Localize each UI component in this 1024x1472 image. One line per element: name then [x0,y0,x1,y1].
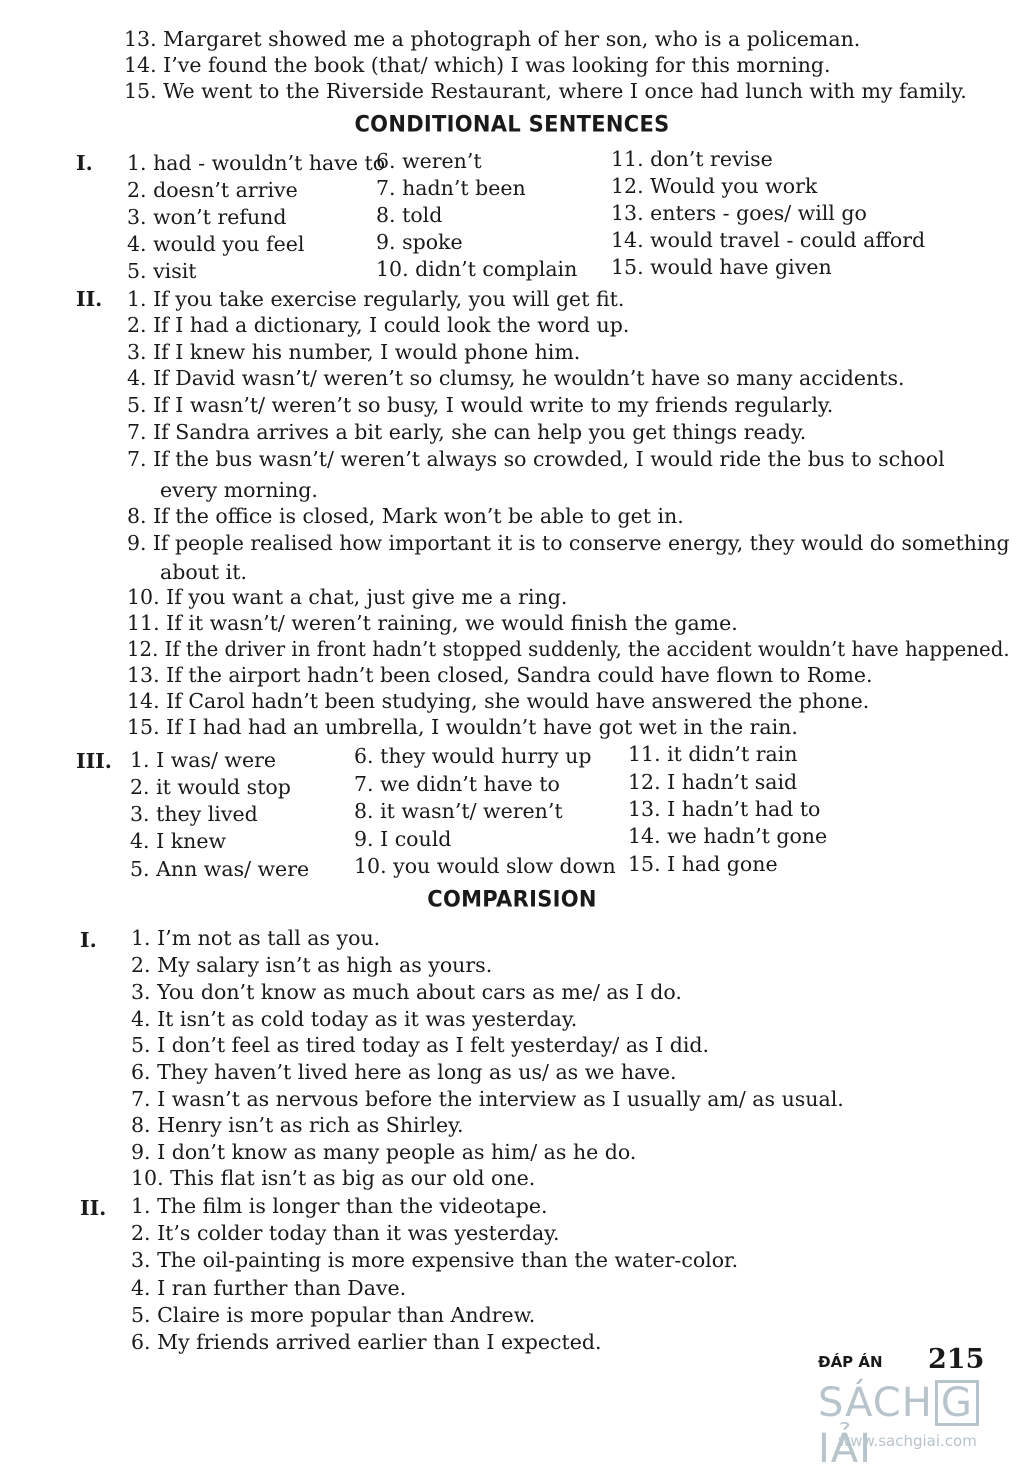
answer-line: 6. They haven’t lived here as long as us/ as we have. [131,1060,677,1084]
answer-line: 4. I ran further than Dave. [131,1276,407,1300]
answer-cell: 11. it didn’t rain [628,742,798,766]
answer-cell: 10. you would slow down [354,854,616,878]
answer-line-continued: every morning. [160,478,318,502]
answer-line: 4. It isn’t as cold today as it was yesterday. [131,1007,578,1031]
answer-cell: 14. we hadn’t gone [628,824,828,848]
answer-line: 4. If David wasn’t/ weren’t so clumsy, he wouldn’t have so many accidents. [127,366,905,390]
answer-line: 3. You don’t know as much about cars as me/ as I do. [131,980,682,1004]
answer-cell: 6. they would hurry up [354,744,592,768]
answer-line-continued: about it. [160,560,247,584]
answer-cell: 10. didn’t complain [376,257,578,281]
answer-line: 13. If the airport hadn’t been closed, Sandra could have flown to Rome. [127,663,873,687]
answer-cell: 4. would you feel [127,232,305,256]
answer-line: 1. The film is longer than the videotape. [131,1194,548,1218]
answer-cell: 6. weren’t [376,149,482,173]
answer-cell: 9. spoke [376,230,463,254]
page-number: 215 [928,1344,985,1375]
answer-cell: 13. I hadn’t had to [628,797,821,821]
answer-cell: 2. doesn’t arrive [127,178,298,202]
relative-line-15: 15. We went to the Riverside Restaurant, where I once had lunch with my family. [124,79,967,103]
answer-line: 10. If you want a chat, just give me a ring. [127,585,568,609]
answer-cell: 14. would travel - could afford [611,228,926,252]
relative-line-14: 14. I’ve found the book (that/ which) I was looking for this morning. [124,53,831,77]
answer-cell: 1. I was/ were [130,748,277,772]
answer-cell: 9. I could [354,827,452,851]
answer-cell: 7. we didn’t have to [354,772,560,796]
answer-line: 14. If Carol hadn’t been studying, she would have answered the phone. [127,689,870,713]
part-label-conditional-1: I. [76,151,93,175]
answer-line: 11. If it wasn’t/ weren’t raining, we would finish the game. [127,611,738,635]
answer-cell: 3. they lived [130,802,258,826]
answer-line: 7. If the bus wasn’t/ weren’t always so crowded, I would ride the bus to school [127,447,945,471]
answer-cell: 13. enters - goes/ will go [611,201,867,225]
watermark-brand-box: G [935,1380,979,1426]
part-label-conditional-2: II. [76,287,103,311]
answer-line: 2. If I had a dictionary, I could look the word up. [127,313,630,337]
answer-line: 7. If Sandra arrives a bit early, she can help you get things ready. [127,420,807,444]
answer-line: 9. I don’t know as many people as him/ as he do. [131,1140,637,1164]
answer-line: 3. If I knew his number, I would phone him. [127,340,581,364]
answer-cell: 12. Would you work [611,174,818,198]
answer-cell: 12. I hadn’t said [628,770,798,794]
answer-cell: 8. it wasn’t/ weren’t [354,799,563,823]
watermark-logo [818,1380,1024,1472]
answer-line: 5. I don’t feel as tired today as I felt yesterday/ as I did. [131,1033,710,1057]
part-label-conditional-3: III. [76,749,112,773]
answer-line: 6. My friends arrived earlier than I expected. [131,1330,602,1354]
answer-cell: 7. hadn’t been [376,176,526,200]
answer-line: 2. It’s colder today than it was yesterday. [131,1221,560,1245]
answer-line: 1. If you take exercise regularly, you will get fit. [127,287,625,311]
answer-cell: 5. visit [127,259,197,283]
answer-line: 10. This flat isn’t as big as our old one. [131,1166,536,1190]
answer-cell: 3. won’t refund [127,205,287,229]
answer-cell: 11. don’t revise [611,147,773,171]
answer-line: 15. If I had had an umbrella, I wouldn’t have got wet in the rain. [127,715,798,739]
answer-cell: 8. told [376,203,443,227]
relative-line-13: 13. Margaret showed me a photograph of her son, who is a policeman. [124,27,861,51]
answer-line: 5. If I wasn’t/ weren’t so busy, I would write to my friends regularly. [127,393,834,417]
answer-line: 8. Henry isn’t as rich as Shirley. [131,1113,464,1137]
answer-cell: 15. would have given [611,255,832,279]
answer-line: 2. My salary isn’t as high as yours. [131,953,493,977]
section-heading-conditional: CONDITIONAL SENTENCES [354,111,670,137]
answer-line: 8. If the office is closed, Mark won’t be able to get in. [127,504,684,528]
part-label-comparison-1: I. [80,928,97,952]
answer-cell: 15. I had gone [628,852,778,876]
answer-line: 5. Claire is more popular than Andrew. [131,1303,536,1327]
watermark-brand-left: SÁCH [818,1380,933,1426]
part-label-comparison-2: II. [80,1196,107,1220]
section-heading-comparison: COMPARISION [427,886,597,912]
answer-line: 7. I wasn’t as nervous before the interview as I usually am/ as usual. [131,1087,844,1111]
answer-cell: 1. had - wouldn’t have to [127,151,386,175]
answer-line: 9. If people realised how important it is to conserve energy, they would do something [127,531,1010,555]
footer-label: ĐÁP ÁN [818,1353,883,1371]
answer-line: 1. I’m not as tall as you. [131,926,381,950]
answer-line: 3. The oil-painting is more expensive than the water-color. [131,1248,739,1272]
answer-cell: 2. it would stop [130,775,291,799]
answer-cell: 5. Ann was/ were [130,857,310,881]
answer-cell: 4. I knew [130,829,226,853]
answer-line: 12. If the driver in front hadn’t stopped suddenly, the accident wouldn’t have happened. [127,637,1010,661]
watermark-url: www.sachgiai.com [838,1432,977,1450]
watermark-brand-right: IẢI [818,1426,872,1472]
